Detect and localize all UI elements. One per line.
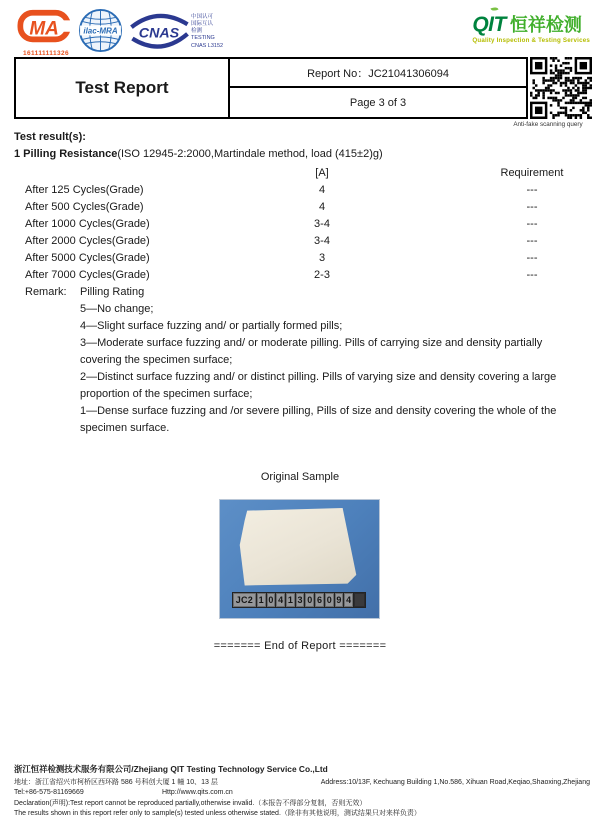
cma-logo [16, 8, 76, 57]
result-requirement: --- [526, 183, 538, 196]
cnas-accreditation-line: 国际互认 [191, 21, 214, 28]
result-label: After 1000 Cycles(Grade) [25, 217, 150, 230]
remark-section [25, 284, 583, 437]
company-name: 浙江恒祥检测技术服务有限公司/Zhejiang QIT Testing Technology Service Co.,Ltd [14, 764, 328, 774]
pilling-rating-scale [80, 301, 582, 437]
label-tile: 0 [326, 595, 332, 605]
sample-label-plate [232, 592, 366, 608]
result-value: 3 [318, 251, 326, 264]
cma-certificate-number: 161111111326 [22, 50, 70, 57]
qit-wordmark: QIT [472, 13, 506, 36]
telephone: Tel:+86-575-81169669 [14, 789, 84, 796]
test-method-line [14, 148, 383, 160]
label-tile: 9 [336, 595, 342, 605]
result-label: After 2000 Cycles(Grade) [25, 234, 150, 247]
test-method-name: 1 Pilling Resistance [14, 148, 118, 160]
ilac-mra-logo [77, 7, 124, 59]
end-of-report-line: ======= End of Report ======= [213, 640, 387, 652]
cnas-accreditation-line: 中国认可 [191, 14, 214, 20]
cnas-word: CNAS [138, 25, 180, 42]
qit-logo [472, 11, 590, 44]
leaf-accent-icon [491, 6, 499, 12]
pilling-rating-line: 2—Distinct surface fuzzing and/ or distinct pilling. Pills of varying size and density covering a large proportion of the specimen surface; [80, 371, 557, 400]
results-table [14, 164, 580, 283]
result-value: 3-4 [314, 234, 330, 247]
cnas-mark-icon [129, 12, 189, 50]
page-indicator: Page 3 of 3 [349, 96, 407, 109]
result-requirement: --- [526, 268, 538, 281]
cma-letters: MA [29, 18, 59, 40]
sample-photo [219, 499, 380, 619]
results-header-row [14, 164, 580, 181]
pilling-rating-line: 5—No change; [80, 303, 154, 315]
result-value: 3-4 [314, 217, 330, 230]
results-rows [14, 181, 580, 283]
result-row [14, 249, 580, 266]
cnas-accreditation-line: CNAS L3152 [191, 42, 224, 49]
result-requirement: --- [526, 200, 538, 213]
result-label: After 125 Cycles(Grade) [25, 183, 144, 196]
label-tile: 6 [316, 595, 322, 605]
result-row [14, 232, 580, 249]
label-tile: 4 [346, 595, 352, 605]
qit-chinese-name: 恒祥检测 [509, 15, 582, 35]
cnas-accreditation-line: 检测 [191, 28, 203, 35]
address-english: Address:10/13F, Kechuang Building 1,No.586, Xihuan Road,Keqiao,Shaoxing,Zhejiang [320, 778, 590, 786]
ilac-globe-icon [77, 7, 124, 54]
report-header-table [14, 57, 528, 119]
declaration-note: Declaration(声明):Test report cannot be reproduced partially,otherwise invalid.（本报告不得部分复制，否则无效） [14, 799, 367, 807]
qr-caption: Anti-fake scanning query [513, 121, 583, 128]
result-label: After 500 Cycles(Grade) [25, 200, 144, 213]
result-value: 4 [318, 183, 326, 196]
label-tile: 1 [258, 595, 264, 605]
result-value: 2-3 [314, 268, 330, 281]
column-header-a: [A] [315, 166, 329, 179]
result-row [14, 266, 580, 283]
cnas-accreditation-text [191, 14, 223, 50]
label-tile: JC2 [233, 593, 256, 607]
remark-title: Pilling Rating [80, 286, 145, 298]
result-label: After 5000 Cycles(Grade) [25, 251, 150, 264]
result-label: After 7000 Cycles(Grade) [25, 268, 150, 281]
website-url: Http://www.qits.com.cn [161, 789, 233, 796]
cnas-logo [129, 12, 189, 55]
result-row [14, 198, 580, 215]
report-title: Test Report [16, 59, 230, 117]
qr-code [530, 57, 592, 119]
label-tile: 0 [307, 595, 313, 605]
fabric-swatch [236, 508, 360, 596]
report-footer [14, 763, 590, 820]
pilling-rating-line: 3—Moderate surface fuzzing and/ or moderate pilling. Pills of carrying size and density partially covering the specimen surface; [80, 337, 543, 366]
cma-mark-icon [17, 8, 75, 46]
ilac-mra-label: ilac-MRA [83, 26, 118, 36]
cnas-accreditation-line: TESTING [191, 35, 215, 42]
test-method-detail: (ISO 12945-2:2000,Martindale method, load (415±2)g) [117, 148, 383, 160]
report-number: Report No：JC21041306094 [230, 59, 526, 88]
result-requirement: --- [526, 251, 538, 264]
label-tile: 3 [297, 595, 303, 605]
label-tile: 1 [287, 595, 293, 605]
column-header-requirement: Requirement [500, 166, 564, 179]
label-tile: 0 [268, 595, 274, 605]
test-results-heading: Test result(s): [14, 131, 86, 143]
result-requirement: --- [526, 234, 538, 247]
sample-photo-title: Original Sample [260, 471, 340, 483]
pilling-rating-line: 4—Slight surface fuzzing and/ or partially formed pills; [80, 320, 343, 332]
label-tile: 4 [278, 595, 284, 605]
results-scope-note: The results shown in this report refer only to sample(s) tested unless otherwise stated.（除非有其他说明，测试结果只对来样负责） [14, 810, 421, 817]
address-chinese: 地址：浙江省绍兴市柯桥区西环路 586 号科创大厦 1 幢 10、13 层 [14, 778, 218, 786]
result-row [14, 181, 580, 198]
result-row [14, 215, 580, 232]
result-value: 4 [318, 200, 326, 213]
result-requirement: --- [526, 217, 538, 230]
remark-label: Remark: [25, 286, 67, 298]
qit-tagline: Quality Inspection & Testing Services [472, 37, 590, 44]
pilling-rating-line: 1—Dense surface fuzzing and /or severe pilling, Pills of size and density covering the whole of the specimen surface. [80, 405, 557, 434]
certification-logo-row [14, 6, 592, 58]
